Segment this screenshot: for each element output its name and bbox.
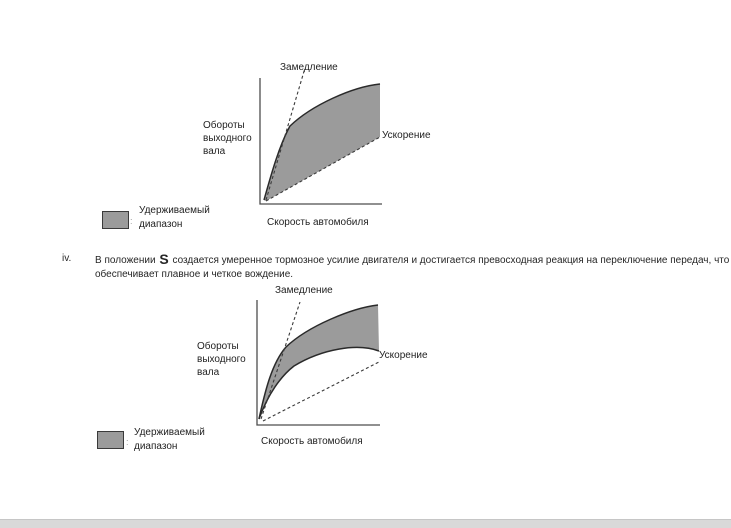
legend-swatch bbox=[102, 211, 129, 229]
legend-label-line: диапазон bbox=[134, 441, 178, 452]
legend-swatch bbox=[97, 431, 124, 449]
decel-label: Замедление bbox=[280, 62, 338, 73]
x-axis-label: Скорость автомобиля bbox=[267, 217, 369, 228]
y-axis-label-line: вала bbox=[197, 367, 220, 378]
y-axis-label bbox=[197, 340, 246, 379]
decel-label: Замедление bbox=[275, 285, 333, 296]
accel-label: Ускорение bbox=[379, 350, 428, 361]
legend-separator: : bbox=[130, 216, 133, 226]
accel-label: Ускорение bbox=[382, 130, 431, 141]
x-axis-label: Скорость автомобиля bbox=[261, 436, 363, 447]
legend-label-line: Удерживаемый bbox=[139, 205, 210, 216]
page-bottom-divider bbox=[0, 519, 731, 528]
text-after-s: создается умеренное тормозное усилие двигателя и достигается превосходная реакция на переключение передач, что bbox=[172, 255, 730, 266]
held-range-area bbox=[264, 84, 380, 201]
lower-boundary-curve bbox=[259, 347, 379, 419]
list-text-line2: обеспечивает плавное и четкое вождение. bbox=[95, 269, 294, 280]
list-marker: iv. bbox=[62, 253, 72, 264]
y-axis-label-line: Обороты bbox=[203, 120, 245, 131]
y-axis-label-line: выходного bbox=[197, 354, 246, 365]
gear-position-s: S bbox=[159, 251, 169, 267]
legend-label bbox=[139, 204, 210, 232]
legend-label-line: диапазон bbox=[139, 219, 183, 230]
legend-separator: : bbox=[126, 437, 129, 447]
legend-label-line: Удерживаемый bbox=[134, 427, 205, 438]
y-axis-label-line: вала bbox=[203, 146, 226, 157]
text-before-s: В положении bbox=[95, 255, 156, 266]
y-axis-label-line: выходного bbox=[203, 133, 252, 144]
legend-label bbox=[134, 426, 205, 454]
y-axis-label bbox=[203, 119, 252, 158]
y-axis-label-line: Обороты bbox=[197, 341, 239, 352]
